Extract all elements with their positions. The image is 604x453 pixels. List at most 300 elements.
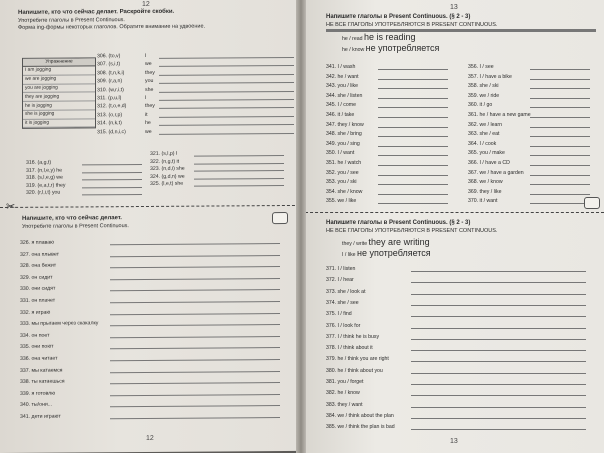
table-row: she is jogging (23, 110, 95, 119)
letters-item (97, 61, 137, 67)
exercise-item (326, 311, 586, 317)
exercise-item-label: 316. (a,g,t) (26, 159, 52, 166)
exercise-item (326, 345, 586, 351)
answer-line[interactable] (159, 95, 294, 101)
exercise-item-label: 385. we / think the plan is bad (326, 424, 395, 431)
exercise-item (326, 64, 448, 70)
subject-item (145, 94, 294, 101)
answer-line[interactable] (110, 367, 280, 373)
answer-line[interactable] (110, 413, 280, 419)
exercise-item-label: 337. мы катаемся (20, 367, 63, 374)
exercise-item (326, 179, 448, 185)
exercise-item (150, 180, 284, 187)
task1-heading: Напишите, кто что сейчас делает. Раскройте скобки. (18, 8, 175, 16)
answer-line[interactable] (411, 312, 586, 317)
exercise-item-label: 366. I / have a CD (468, 160, 510, 166)
exercise-item-label: 334. он поет (20, 332, 50, 339)
subject-item (145, 60, 294, 67)
exercise-item (150, 165, 284, 172)
subject-item-label: I (145, 52, 147, 59)
task1-heading (326, 14, 556, 21)
answer-line[interactable] (110, 390, 280, 396)
subject-item-label: we (145, 61, 152, 68)
exercise-item (20, 284, 280, 292)
answer-line[interactable] (530, 151, 590, 156)
answer-line[interactable] (378, 151, 448, 156)
exercise-item-label: 360. it / go (468, 102, 493, 109)
answer-line[interactable] (159, 87, 294, 93)
task2-subheading: Употребите глаголы в Present Continuous. (22, 223, 129, 230)
answer-line[interactable] (411, 335, 586, 340)
exercise-item-label: 368. we / know (468, 179, 503, 186)
answer-line[interactable] (378, 123, 448, 128)
answer-line[interactable] (378, 65, 448, 70)
exercise-item (326, 170, 448, 176)
exercise-item-label: 370. it / want (468, 198, 498, 205)
exercise-item (468, 102, 590, 108)
subject-item (145, 128, 294, 135)
answer-line[interactable] (82, 175, 142, 180)
answer-line[interactable] (110, 320, 280, 326)
answer-line[interactable] (378, 75, 448, 80)
exercise-item (468, 170, 590, 176)
answer-line[interactable] (378, 132, 448, 137)
example-4 (342, 250, 431, 258)
answer-line[interactable] (411, 301, 586, 306)
answer-line[interactable] (411, 324, 586, 329)
exercise-item (20, 238, 280, 246)
answer-line[interactable] (194, 174, 284, 180)
table-row: they are jogging (23, 93, 95, 102)
exercise-item (326, 266, 586, 272)
subject-item (145, 52, 294, 59)
exercise-item (326, 150, 448, 156)
exercise-item (326, 277, 586, 283)
exercise-item (20, 354, 280, 362)
exercise-item-label: 327. она плывет (20, 251, 59, 258)
exercise-item (326, 198, 448, 204)
answer-line[interactable] (159, 78, 294, 84)
answer-line[interactable] (530, 161, 590, 166)
exercise-item-label: 317. (n,l,e,y) he (26, 167, 63, 174)
letters-item (97, 103, 137, 109)
cut-line (300, 212, 604, 213)
conjugation-table (22, 57, 96, 129)
subject-item-label: he (145, 120, 151, 127)
answer-line[interactable] (82, 190, 142, 195)
answer-line[interactable] (530, 142, 590, 147)
exercise-item-label: 373. she / look at (326, 288, 366, 295)
answer-line[interactable] (110, 251, 280, 257)
exercise-item (468, 160, 590, 166)
exercise-item-label: 320. (r,l,i,t) you (26, 189, 61, 197)
answer-line[interactable] (378, 171, 448, 176)
exercise-item (326, 289, 586, 295)
letters-item-label: 310. (w,r,i,t) (97, 86, 124, 93)
example-2 (342, 45, 439, 53)
task1-ref: (§ 2 - 3) (449, 14, 471, 20)
exercise-item (468, 198, 590, 204)
exercise-item (326, 160, 448, 166)
answer-line[interactable] (411, 290, 586, 295)
exercise-item (326, 122, 448, 128)
exercise-item (20, 319, 280, 327)
answer-line[interactable] (159, 61, 294, 67)
exercise-item (326, 102, 448, 108)
letters-item-label: 313. (o,r,p) (97, 111, 123, 119)
answer-line[interactable] (194, 151, 284, 157)
subject-item-label: you (145, 78, 154, 85)
answer-line[interactable] (411, 414, 586, 419)
page-number-bottom: 13 (450, 438, 458, 445)
answer-line[interactable] (411, 403, 586, 408)
subject-item (145, 111, 294, 118)
exercise-item-label: 336. она читает (20, 355, 58, 362)
exercise-item-label: 335. они поют (20, 344, 54, 351)
exercise-item-label: 364. I / cook (468, 140, 497, 147)
task1-subheading: Употребите глаголы в Present Continuous. (18, 17, 125, 24)
exercise-item (20, 400, 280, 408)
exercise-item (326, 413, 586, 419)
example-4-prompt: I / like (342, 252, 356, 258)
exercise-item-label: 347. they / know (326, 121, 364, 128)
letters-item-label: 306. (to,v) (97, 53, 121, 60)
answer-line[interactable] (110, 262, 280, 268)
letters-item-label: 308. (t,n,k,i) (97, 69, 125, 77)
subject-item (145, 119, 294, 126)
answer-line[interactable] (159, 53, 294, 59)
exercise-item (20, 250, 280, 258)
example-2-prompt: he / know (342, 47, 365, 53)
letters-item (97, 120, 137, 126)
exercise-item-label: 354. she / know (326, 188, 363, 195)
answer-line[interactable] (530, 190, 590, 195)
page-number-top: 13 (450, 4, 458, 11)
exercise-item (468, 141, 590, 147)
example-3 (342, 239, 430, 247)
subject-item (145, 69, 294, 76)
table-row: it is jogging (23, 119, 95, 128)
exercise-item-label: 378. I / think about it (326, 345, 373, 352)
exercise-item-label: 331. он плачет (20, 297, 56, 304)
example-3-answer: they are writing (368, 237, 430, 247)
answer-line[interactable] (110, 401, 280, 407)
exercise-item-label: 328. она бежит (20, 262, 57, 270)
answer-line[interactable] (530, 132, 590, 137)
exercise-item-label: 382. he / know (326, 390, 360, 397)
exercise-item (326, 93, 448, 99)
exercise-item (20, 296, 280, 304)
exercise-item-label: 384. we / think about the plan (326, 412, 394, 419)
letters-item-label: 311. (p,u,l) (97, 95, 122, 102)
exercise-item (468, 179, 590, 185)
table-row: he is jogging (23, 101, 95, 110)
letters-item-label: 307. (s,i,t) (97, 61, 121, 68)
exercise-item-label: 376. I / look for (326, 322, 361, 329)
exercise-item-label: 355. we / like (326, 198, 357, 205)
exercise-item-label: 319. (e,a,t,r) they (26, 182, 66, 189)
exercise-item (326, 112, 448, 118)
exercise-item (326, 83, 448, 89)
answer-line[interactable] (411, 369, 586, 374)
letters-item (97, 87, 137, 93)
exercise-item (150, 150, 284, 157)
task2-ref: (§ 2 - 3) (449, 220, 471, 226)
answer-line[interactable] (378, 94, 448, 99)
answer-line[interactable] (194, 166, 284, 172)
exercise-item (20, 412, 280, 420)
answer-line[interactable] (411, 278, 586, 283)
exercise-item-label: 367. we / have a garden (468, 169, 524, 176)
answer-line[interactable] (159, 129, 294, 135)
answer-line[interactable] (110, 332, 280, 338)
task1-note: Форма ing-формы некоторых глаголов. Обратите внимание на удвоение. (18, 23, 206, 31)
book-gutter (296, 0, 306, 453)
exercise-item (326, 300, 586, 306)
exercise-item-label: 332. я играю (20, 309, 51, 316)
exercise-item-label: 349. you / sing (326, 140, 360, 147)
exercise-item-label: 379. he / think you are right (326, 356, 389, 363)
exercise-item-label: 383. they / want (326, 401, 363, 408)
exercise-item (468, 150, 590, 156)
exercise-item-label: 322. (n,g,t) it (150, 158, 180, 165)
answer-line[interactable] (110, 355, 280, 361)
letters-item-label: 309. (r,a,n) (97, 78, 123, 85)
exercise-item-label: 375. I / find (326, 311, 352, 318)
exercise-item (468, 189, 590, 195)
answer-line[interactable] (110, 309, 280, 315)
answer-line[interactable] (411, 267, 586, 272)
answer-line[interactable] (530, 84, 590, 89)
exercise-item (468, 64, 590, 70)
exercise-item (326, 402, 586, 408)
exercise-item-label: 340. ты/они... (20, 402, 53, 409)
letters-item (97, 129, 137, 135)
exercise-item (326, 189, 448, 195)
exercise-item (20, 342, 280, 350)
exercise-item (326, 74, 448, 80)
exercise-item-label: 358. she / ski (468, 83, 499, 90)
exercise-item-label: 359. we / ride (468, 92, 500, 99)
exercise-item (468, 83, 590, 89)
exercise-item-label: 325. (l,e,t) she (150, 181, 184, 188)
page-number-top: 12 (142, 0, 150, 9)
answer-line[interactable] (530, 113, 590, 118)
answer-line[interactable] (378, 190, 448, 195)
answer-line[interactable] (110, 239, 280, 245)
letters-item (97, 95, 137, 101)
subject-item-label: she (145, 86, 154, 93)
scissors-icon: ✂ (6, 200, 16, 213)
answer-line[interactable] (159, 112, 294, 118)
exercise-item (20, 273, 280, 281)
exercise-item-label: 374. she / see (326, 299, 359, 306)
exercise-item (326, 424, 586, 430)
hand-icon (272, 212, 288, 224)
exercise-item-label: 380. he / think about you (326, 367, 383, 374)
exercise-item-label: 351. he / watch (326, 160, 362, 166)
cut-line (0, 205, 300, 208)
exercise-item (326, 356, 586, 362)
exercise-item-label: 342. he / want (326, 73, 359, 80)
exercise-item (326, 131, 448, 137)
exercise-item (20, 308, 280, 316)
answer-line[interactable] (378, 113, 448, 118)
exercise-item (20, 366, 280, 374)
letters-item (97, 53, 137, 59)
exercise-item-label: 341. дети играют (20, 413, 61, 420)
answer-line[interactable] (530, 75, 590, 80)
answer-line[interactable] (530, 123, 590, 128)
letters-item-label: 314. (n,k,t) (97, 120, 122, 127)
exercise-item-label: 377. I / think he is busy (326, 333, 380, 340)
exercise-item (326, 334, 586, 340)
answer-line[interactable] (159, 120, 294, 126)
exercise-item-label: 372. I / hear (326, 277, 354, 284)
exercise-item-label: 341. I / wash (326, 64, 356, 70)
task2-heading (326, 220, 566, 227)
answer-line[interactable] (194, 159, 284, 165)
letters-item (97, 78, 137, 84)
exercise-item-label: 365. you / make (468, 150, 505, 157)
answer-line[interactable] (411, 380, 586, 385)
exercise-item (468, 131, 590, 137)
exercise-item-label: 338. ты катаешься (20, 378, 65, 386)
exercise-item (20, 389, 280, 397)
answer-line[interactable] (378, 161, 448, 166)
left-page (0, 0, 300, 453)
subject-item-label: they (145, 69, 155, 76)
exercise-item-label: 318. (s,l,e,g) we (26, 174, 63, 182)
exercise-item-label: 329. он сидит (20, 274, 53, 281)
example-1-prompt: he / read (342, 36, 363, 42)
task1-heading-text: Напишите глаголы в Present Continuous. (326, 14, 448, 20)
answer-line[interactable] (110, 343, 280, 349)
answer-line[interactable] (530, 199, 590, 204)
exercise-item-label: 346. it / take (326, 112, 355, 118)
answer-line[interactable] (110, 285, 280, 291)
exercise-item (468, 112, 590, 118)
example-1-answer: he is reading (363, 32, 416, 42)
answer-line[interactable] (110, 378, 280, 384)
exercise-item (20, 331, 280, 339)
exercise-item-label: 381. you / forget (326, 379, 364, 385)
exercise-item-label: 352. you / see (326, 169, 359, 176)
table-row: we are jogging (23, 75, 95, 84)
task2-subheading: НЕ ВСЕ ГЛАГОЛЫ УПОТРЕБЛЯЮТСЯ В PRESENT CONTINUOUS. (326, 228, 498, 234)
example-3-prompt: they / write (342, 241, 368, 247)
exercise-item (26, 167, 142, 174)
exercise-item-label: 363. she / eat (468, 131, 500, 138)
answer-line[interactable] (411, 425, 586, 430)
example-2-answer: не употребляется (365, 43, 440, 53)
exercise-item (150, 158, 284, 165)
task2-heading-text: Напишите глаголы в Present Continuous. (326, 220, 448, 226)
exercise-item (326, 390, 586, 396)
answer-line[interactable] (110, 274, 280, 280)
table-row: I am jogging (23, 66, 95, 75)
exercise-item (20, 261, 280, 269)
exercise-item-label: 333. мы прыгаем через скакалку (20, 320, 99, 328)
exercise-item-label: 369. they / like (468, 188, 502, 195)
exercise-item-label: 350. I / want (326, 150, 355, 157)
exercise-item (26, 174, 142, 181)
example-1 (342, 34, 415, 42)
exercise-item-label: 344. she / listen (326, 92, 363, 99)
subject-item-label: they (145, 103, 155, 110)
answer-line[interactable] (411, 357, 586, 362)
exercise-item-label: 357. I / have a bike (468, 73, 512, 80)
subject-item-label: it (145, 111, 148, 118)
exercise-item (326, 141, 448, 147)
letters-item-label: 315. (d,n,i,c) (97, 128, 126, 135)
exercise-item (468, 93, 590, 99)
exercise-item (26, 189, 142, 196)
letters-item (97, 112, 137, 118)
answer-line[interactable] (378, 84, 448, 89)
task2-heading: Напишите, кто что сейчас делает. (22, 215, 122, 222)
exercise-item (326, 323, 586, 329)
answer-line[interactable] (378, 199, 448, 204)
exercise-item-label: 356. I / see (468, 64, 494, 70)
table-header: Упражнение (23, 58, 95, 67)
exercise-item (468, 122, 590, 128)
answer-line[interactable] (530, 94, 590, 99)
exercise-item (326, 379, 586, 385)
exercise-item-label: 361. he / have a new game (468, 112, 531, 118)
exercise-item-label: 348. she / bring (326, 131, 362, 138)
exercise-item-label: 339. я готовлю (20, 390, 56, 397)
answer-line[interactable] (530, 103, 590, 108)
exercise-item (150, 173, 284, 180)
subject-item (145, 77, 294, 84)
answer-line[interactable] (82, 160, 142, 165)
page-number-bottom: 12 (146, 434, 154, 442)
answer-line[interactable] (194, 181, 284, 187)
exercise-item-label: 326. я плаваю (20, 239, 54, 246)
answer-line[interactable] (82, 168, 142, 173)
exercise-item-label: 345. I / come (326, 102, 356, 109)
exercise-item-label: 362. we / learn (468, 121, 503, 128)
answer-line[interactable] (378, 103, 448, 108)
exercise-item-label: 330. они сидят (20, 286, 56, 293)
answer-line[interactable] (530, 180, 590, 185)
subject-item-label: I (145, 94, 147, 101)
subject-item (145, 86, 294, 93)
exercise-item (468, 74, 590, 80)
right-page (300, 0, 604, 453)
exercise-item-label: 321. (s,l,p) I (150, 150, 178, 157)
answer-line[interactable] (378, 180, 448, 185)
answer-line[interactable] (82, 183, 142, 188)
letters-item-label: 312. (t,o,e,d) (97, 103, 127, 110)
answer-line[interactable] (411, 346, 586, 351)
answer-line[interactable] (530, 65, 590, 70)
exercise-item (20, 377, 280, 385)
task1-subheading: НЕ ВСЕ ГЛАГОЛЫ УПОТРЕБЛЯЮТСЯ В PRESENT CONTINUOUS. (326, 22, 498, 28)
example-4-answer: не употребляется (357, 248, 431, 258)
subject-item (145, 102, 294, 109)
answer-line[interactable] (378, 142, 448, 147)
answer-line[interactable] (110, 297, 280, 303)
answer-line[interactable] (411, 391, 586, 396)
answer-line[interactable] (159, 70, 294, 76)
exercise-item (326, 368, 586, 374)
answer-line[interactable] (530, 171, 590, 176)
exercise-item (26, 182, 142, 189)
answer-line[interactable] (159, 103, 294, 109)
exercise-item-label: 324. (g,d,n) we (150, 173, 185, 180)
